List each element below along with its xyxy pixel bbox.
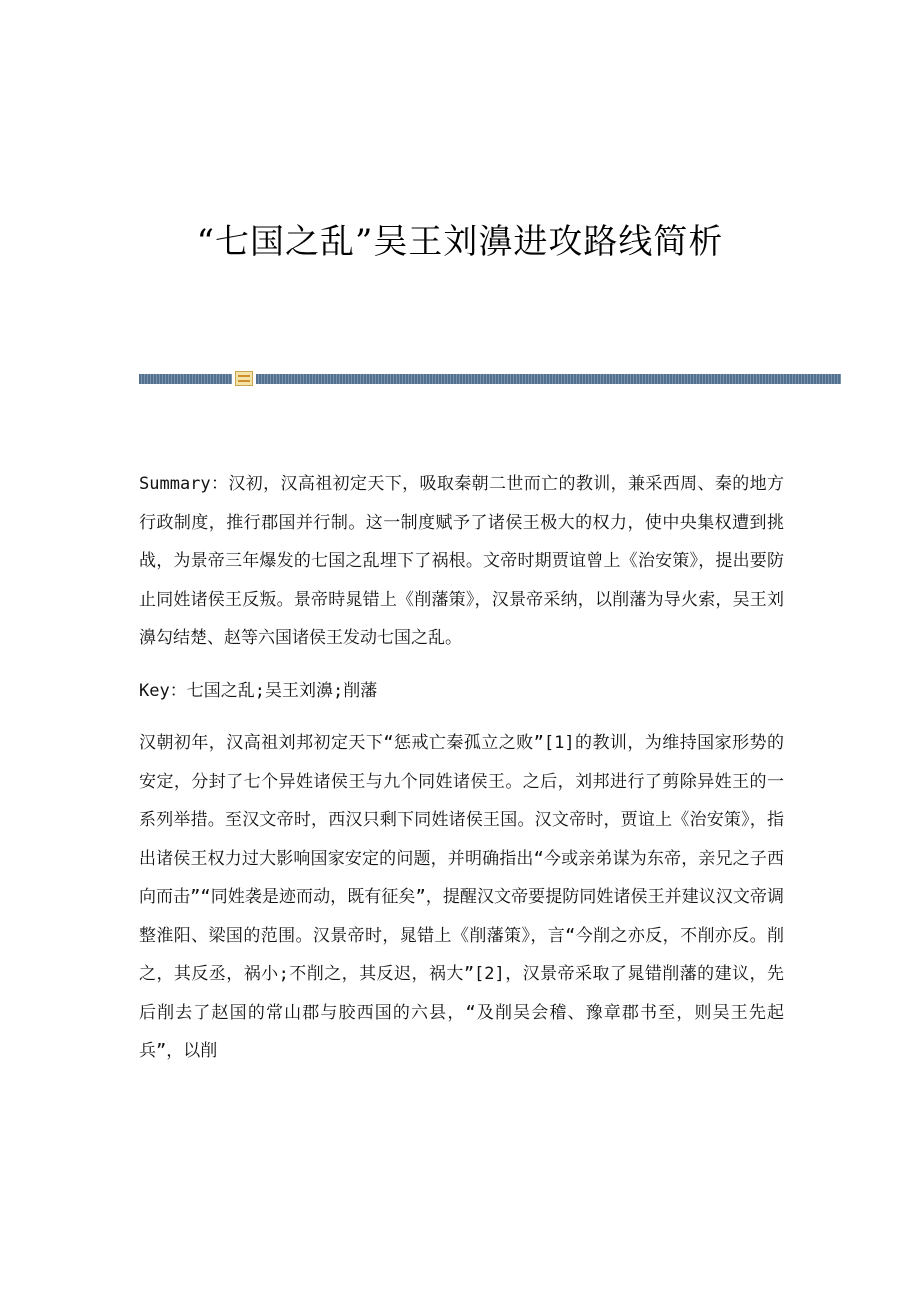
title-divider-left: [139, 374, 232, 384]
keywords-text: 七国之乱;吴王刘濞;削藩: [186, 680, 378, 701]
summary-text: 汉初，汉高祖初定天下，吸取秦朝二世而亡的教训，兼采西周、秦的地方行政制度，推行郡国并行制。这一制度赋予了诸侯王极大的权力，使中央集权遭到挑战，为景帝三年爆发的七国之乱埋下了祸根。文帝时期贾谊曾上《治安策》，提出要防止同姓诸侯王反叛。景帝時晁错上《削藩策》，汉景帝采纳，以削藩为导火索，吴王刘濞勾结楚、赵等六国诸侯王发动七国之乱。: [139, 474, 785, 648]
keywords-label: Key：: [139, 680, 187, 701]
keywords-paragraph: [139, 672, 784, 711]
title-divider-right: [256, 374, 841, 384]
summary-label: Summary：: [139, 474, 229, 494]
summary-paragraph: [139, 465, 784, 658]
document-body: [139, 465, 784, 1085]
body-paragraph: 汉朝初年，汉高祖刘邦初定天下“惩戒亡秦孤立之败”[1]的教训，为维持国家形势的安定，分封了七个异姓诸侯王与九个同姓诸侯王。之后，刘邦进行了剪除异姓王的一系列举措。至汉文帝时，西汉只剩下同姓诸侯王国。汉文帝时，贾谊上《治安策》，指出诸侯王权力过大影响国家安定的问题，并明确指出“今或亲弟谋为东帝，亲兄之子西向而击”“同姓袭是迹而动，既有征矣”，提醒汉文帝要提防同姓诸侯王并建议汉文帝调整淮阳、梁国的范围。汉景帝时，晁错上《削藩策》，言“今削之亦反，不削亦反。削之，其反丞，祸小;不削之，其反迟，祸大”[2]，汉景帝采取了晁错削藩的建议，先后削去了赵国的常山郡与胶西国的六县，“及削吴会稽、豫章郡书至，则吴王先起兵”，以削: [139, 733, 784, 1061]
document-title: “七国之乱”吴王刘濞进攻路线简析: [196, 222, 724, 262]
divider-ornament-icon: [235, 371, 253, 386]
